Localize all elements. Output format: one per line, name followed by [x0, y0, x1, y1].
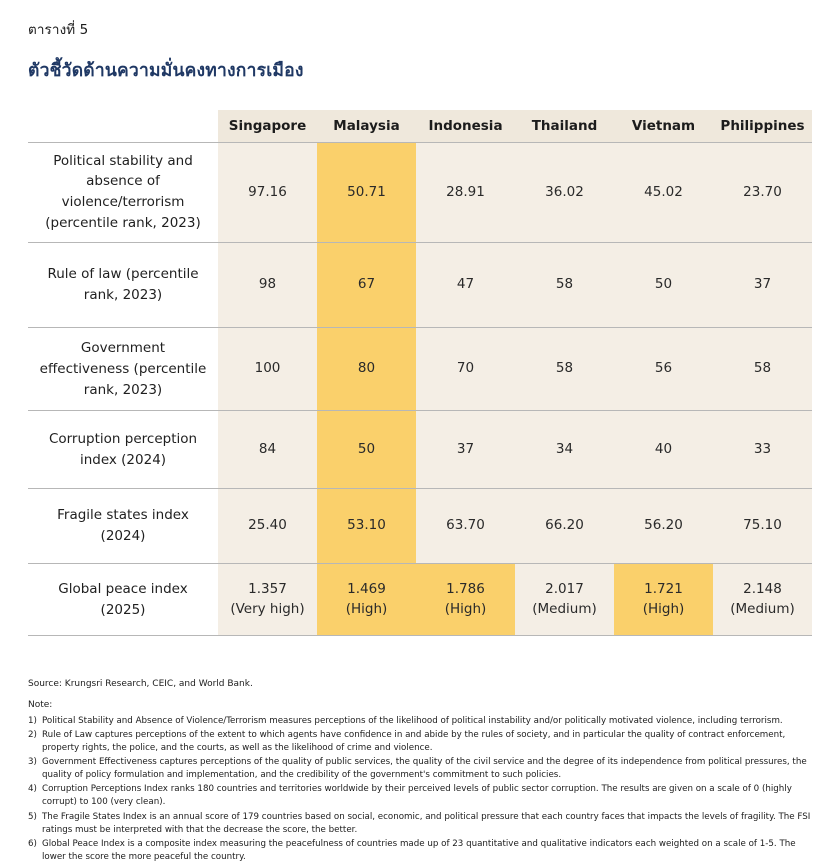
data-cell: [515, 243, 614, 328]
cell-value: 33: [753, 440, 772, 457]
data-cell: [515, 142, 614, 243]
cell-value: 53.10: [347, 517, 386, 534]
note-text: The Fragile States Index is an annual score of 179 countries based on social, economic, and political pressure that each country faces that impacts the levels of fragility. The FSI ratings must be interpreted with that the decrease the score, the better.: [42, 811, 811, 835]
source-line: Source: Krungsri Research, CEIC, and World Bank.: [28, 679, 253, 690]
data-cell: [614, 411, 713, 489]
cell-value: 36.02: [545, 183, 584, 200]
cell-rating: (Very high): [230, 600, 305, 617]
cell-value: 37: [753, 276, 772, 293]
data-cell: [713, 411, 812, 489]
cell-value: 58: [555, 276, 574, 293]
data-cell: [713, 243, 812, 328]
row-label: Rule of law (percentile rank, 2023): [28, 243, 218, 328]
column-header-philippines: Philippines: [713, 110, 812, 142]
cell-value: 56.20: [644, 517, 683, 534]
note-item: [28, 756, 812, 782]
cell-value: 23.70: [743, 183, 782, 200]
note-item: [28, 729, 812, 755]
data-cell: [218, 243, 317, 328]
page-title: ตัวชี้วัดด้านความมั่นคงทางการเมือง: [28, 61, 304, 81]
cell-rating: (Medium): [532, 600, 597, 617]
table-footnotes: [28, 678, 812, 864]
note-number: 6): [28, 838, 37, 849]
political-stability-indicators-table: [28, 110, 812, 636]
cell-value: 70: [456, 360, 475, 377]
cell-rating: (Medium): [730, 600, 795, 617]
data-cell: [614, 489, 713, 564]
column-header-singapore: Singapore: [218, 110, 317, 142]
cell-value: 63.70: [446, 517, 485, 534]
cell-value: 37: [456, 440, 475, 457]
data-cell: [614, 142, 713, 243]
data-cell: [614, 564, 713, 636]
row-label: Fragile states index (2024): [28, 489, 218, 564]
note-item: [28, 838, 812, 864]
cell-value: 47: [456, 276, 475, 293]
data-cell: [713, 328, 812, 411]
table-header-row: [28, 110, 812, 142]
table-row: [28, 489, 812, 564]
cell-value: 50: [654, 276, 673, 293]
data-cell: [416, 489, 515, 564]
data-cell: [614, 243, 713, 328]
note-heading: Note:: [28, 699, 53, 710]
data-cell: [416, 328, 515, 411]
note-text: Rule of Law captures perceptions of the extent to which agents have confidence in and abide by the rules of society, and in particular the quality of contract enforcement, property rights, the police, and the courts, as well as the likelihood of crime and violence.: [42, 730, 786, 754]
note-text: Political Stability and Absence of Violence/Terrorism measures perceptions of the likelihood of political instability and/or politically motivated violence, including terrorism.: [42, 716, 783, 727]
data-cell: [218, 328, 317, 411]
data-cell: [317, 243, 416, 328]
note-number: 2): [28, 730, 37, 741]
data-cell: [218, 411, 317, 489]
table-body: [28, 142, 812, 636]
data-cell: [317, 411, 416, 489]
row-label: Government effectiveness (percentile rank, 2023): [28, 328, 218, 411]
cell-value: 75.10: [743, 517, 782, 534]
data-cell: [713, 142, 812, 243]
cell-value: 1.721: [644, 581, 683, 598]
cell-value: 66.20: [545, 517, 584, 534]
cell-value: 34: [555, 440, 574, 457]
data-cell: [317, 564, 416, 636]
table-wrapper: [28, 110, 812, 636]
data-cell: [515, 489, 614, 564]
note-text: Global Peace Index is a composite index measuring the peacefulness of countries made up of 23 quantitative and qualitative indicators each weighted on a scale of 1-5. The lower the score the more peaceful the country.: [42, 838, 796, 862]
row-label: Global peace index (2025): [28, 564, 218, 636]
cell-value: 45.02: [644, 183, 683, 200]
cell-rating: (High): [642, 600, 685, 617]
cell-value: 58: [753, 360, 772, 377]
cell-value: 67: [357, 276, 376, 293]
data-cell: [416, 411, 515, 489]
data-cell: [515, 328, 614, 411]
note-item: [28, 811, 812, 837]
note-number: 3): [28, 757, 37, 768]
data-cell: [614, 328, 713, 411]
cell-rating: (High): [444, 600, 487, 617]
cell-value: 1.357: [248, 581, 287, 598]
cell-value: 40: [654, 440, 673, 457]
data-cell: [416, 243, 515, 328]
data-cell: [218, 489, 317, 564]
cell-value: 98: [258, 276, 277, 293]
note-number: 1): [28, 716, 37, 727]
data-cell: [713, 564, 812, 636]
data-cell: [317, 328, 416, 411]
note-number: 4): [28, 784, 37, 795]
cell-value: 28.91: [446, 183, 485, 200]
cell-value: 84: [258, 440, 277, 457]
column-header-malaysia: Malaysia: [317, 110, 416, 142]
cell-value: 80: [357, 360, 376, 377]
cell-value: 2.017: [545, 581, 584, 598]
data-cell: [218, 142, 317, 243]
table-head: [28, 110, 812, 142]
data-cell: [515, 564, 614, 636]
data-cell: [317, 142, 416, 243]
table-number-label: ตารางที่ 5: [28, 22, 89, 38]
note-list: [28, 715, 812, 864]
data-cell: [416, 142, 515, 243]
note-item: [28, 783, 812, 809]
cell-value: 50: [357, 440, 376, 457]
cell-value: 56: [654, 360, 673, 377]
cell-value: 25.40: [248, 517, 287, 534]
table-row: [28, 328, 812, 411]
table-row: [28, 142, 812, 243]
data-cell: [218, 564, 317, 636]
column-header-vietnam: Vietnam: [614, 110, 713, 142]
cell-value: 97.16: [248, 183, 287, 200]
note-item: [28, 715, 812, 728]
cell-value: 58: [555, 360, 574, 377]
note-text: Government Effectiveness captures perceptions of the quality of public services, the quality of the civil service and the degree of its independence from political pressures, the quality of policy formulation and implementation, and the credibility of the government's commitment to such policies.: [42, 757, 807, 781]
cell-value: 1.469: [347, 581, 386, 598]
row-label: Political stability and absence of violence/terrorism (percentile rank, 2023): [28, 142, 218, 243]
table-row: [28, 243, 812, 328]
table-row: [28, 411, 812, 489]
data-cell: [713, 489, 812, 564]
row-label: Corruption perception index (2024): [28, 411, 218, 489]
data-cell: [317, 489, 416, 564]
cell-rating: (High): [345, 600, 388, 617]
cell-value: 100: [254, 360, 281, 377]
cell-value: 1.786: [446, 581, 485, 598]
column-header-indonesia: Indonesia: [416, 110, 515, 142]
table-row: [28, 564, 812, 636]
data-cell: [515, 411, 614, 489]
table-corner-cell: [28, 110, 218, 142]
note-number: 5): [28, 811, 37, 822]
note-text: Corruption Perceptions Index ranks 180 countries and territories worldwide by their perceived levels of public sector corruption. The results are given on a scale of 0 (highly corrupt) to 100 (very clean).: [42, 784, 792, 808]
data-cell: [416, 564, 515, 636]
cell-value: 50.71: [347, 183, 386, 200]
cell-value: 2.148: [743, 581, 782, 598]
column-header-thailand: Thailand: [515, 110, 614, 142]
